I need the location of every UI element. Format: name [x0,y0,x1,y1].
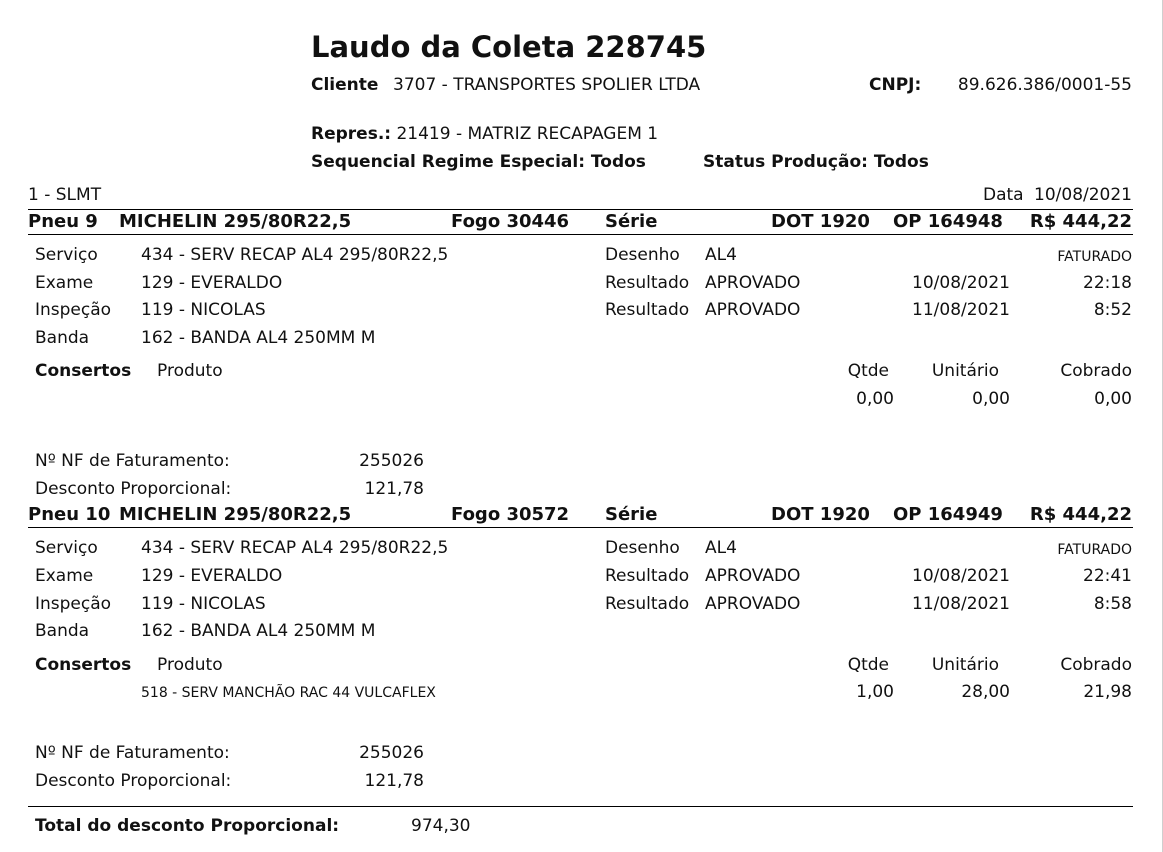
tire-dot: DOT 1920 [771,211,870,232]
conserto-qtde: 0,00 [856,389,894,409]
cobrado-header: Cobrado [1060,361,1132,381]
inspecao-value: 119 - NICOLAS [141,594,266,614]
repres-value: 21419 - MATRIZ RECAPAGEM 1 [396,124,659,144]
tire-price: R$ 444,22 [1029,211,1132,232]
status-filter: Status Produção: Todos [703,152,929,172]
desenho-value: AL4 [705,538,737,558]
consertos-label: Consertos [35,655,132,675]
cobrado-header: Cobrado [1060,655,1132,675]
produto-header: Produto [157,361,223,381]
nf-value: 255026 [359,451,424,471]
divider [28,527,1133,528]
banda-value: 162 - BANDA AL4 250MM M [141,621,376,641]
exame-label: Exame [35,273,94,293]
exame-time: 22:41 [1083,566,1132,586]
servico-label: Serviço [35,245,98,265]
client-label: Cliente [311,75,379,95]
exame-result-value: APROVADO [705,566,801,586]
exame-date: 10/08/2021 [912,273,1010,293]
tire-fogo: Fogo 30446 [451,211,570,232]
section-name: 1 - SLMT [28,185,102,205]
exame-date: 10/08/2021 [912,566,1010,586]
exame-time: 22:18 [1083,273,1132,293]
servico-label: Serviço [35,538,98,558]
conserto-qtde: 1,00 [856,682,894,702]
tire-op: OP 164948 [893,211,1003,232]
conserto-cobrado: 21,98 [1083,682,1132,702]
page-title: Laudo da Coleta 228745 [311,30,707,64]
nf-label: Nº NF de Faturamento: [35,451,230,471]
exame-result-value: APROVADO [705,273,801,293]
exame-value: 129 - EVERALDO [141,566,283,586]
repres-row [311,126,658,143]
qtde-header: Qtde [847,361,889,381]
desconto-label: Desconto Proporcional: [35,771,232,791]
inspecao-label: Inspeção [35,594,112,614]
exame-result-label: Resultado [605,566,690,586]
qtde-header: Qtde [847,655,889,675]
cnpj-label: CNPJ: [869,75,922,95]
produto-header: Produto [157,655,223,675]
banda-label: Banda [35,328,90,348]
desenho-label: Desenho [605,538,680,558]
cnpj-value: 89.626.386/0001-55 [957,75,1132,95]
conserto-cobrado: 0,00 [1094,389,1132,409]
inspecao-result-label: Resultado [605,300,690,320]
tire-number: Pneu 10 [28,504,111,525]
inspecao-result-value: APROVADO [705,300,801,320]
banda-value: 162 - BANDA AL4 250MM M [141,328,376,348]
inspecao-date: 11/08/2021 [912,594,1010,614]
inspecao-result-value: APROVADO [705,594,801,614]
status-badge: FATURADO [1057,249,1132,265]
tire-fogo: Fogo 30572 [451,504,570,525]
desconto-label: Desconto Proporcional: [35,479,232,499]
desconto-value: 121,78 [364,771,424,791]
date-label: Data [983,185,1024,205]
tire-serie: Série [605,211,658,232]
client-value: 3707 - TRANSPORTES SPOLIER LTDA [393,75,701,95]
conserto-unitario: 0,00 [972,389,1010,409]
tire-op: OP 164949 [893,504,1003,525]
divider-top [28,209,1133,210]
total-value: 974,30 [411,816,471,836]
inspecao-date: 11/08/2021 [912,300,1010,320]
divider [28,234,1133,235]
conserto-product: 518 - SERV MANCHÃO RAC 44 VULCAFLEX [141,685,436,701]
inspecao-label: Inspeção [35,300,112,320]
inspecao-result-label: Resultado [605,594,690,614]
divider-bottom [28,806,1133,807]
tire-number: Pneu 9 [28,211,98,232]
servico-value: 434 - SERV RECAP AL4 295/80R22,5 [141,245,449,265]
exame-value: 129 - EVERALDO [141,273,283,293]
sequencial-filter: Sequencial Regime Especial: Todos [311,152,646,172]
status-badge: FATURADO [1057,542,1132,558]
inspecao-time: 8:58 [1093,594,1132,614]
conserto-unitario: 28,00 [961,682,1010,702]
exame-result-label: Resultado [605,273,690,293]
nf-label: Nº NF de Faturamento: [35,743,230,763]
inspecao-time: 8:52 [1093,300,1132,320]
exame-label: Exame [35,566,94,586]
unitario-header: Unitário [931,655,999,675]
inspecao-value: 119 - NICOLAS [141,300,266,320]
desenho-value: AL4 [705,245,737,265]
tire-price: R$ 444,22 [1029,504,1132,525]
tire-serie: Série [605,504,658,525]
date-value: 10/08/2021 [1034,185,1132,205]
repres-label: Repres.: [311,124,392,144]
banda-label: Banda [35,621,90,641]
unitario-header: Unitário [931,361,999,381]
servico-value: 434 - SERV RECAP AL4 295/80R22,5 [141,538,449,558]
tire-brand: MICHELIN 295/80R22,5 [119,504,352,525]
nf-value: 255026 [359,743,424,763]
total-label: Total do desconto Proporcional: [35,816,340,836]
tire-dot: DOT 1920 [771,504,870,525]
consertos-label: Consertos [35,361,132,381]
tire-brand: MICHELIN 295/80R22,5 [119,211,352,232]
desconto-value: 121,78 [364,479,424,499]
desenho-label: Desenho [605,245,680,265]
